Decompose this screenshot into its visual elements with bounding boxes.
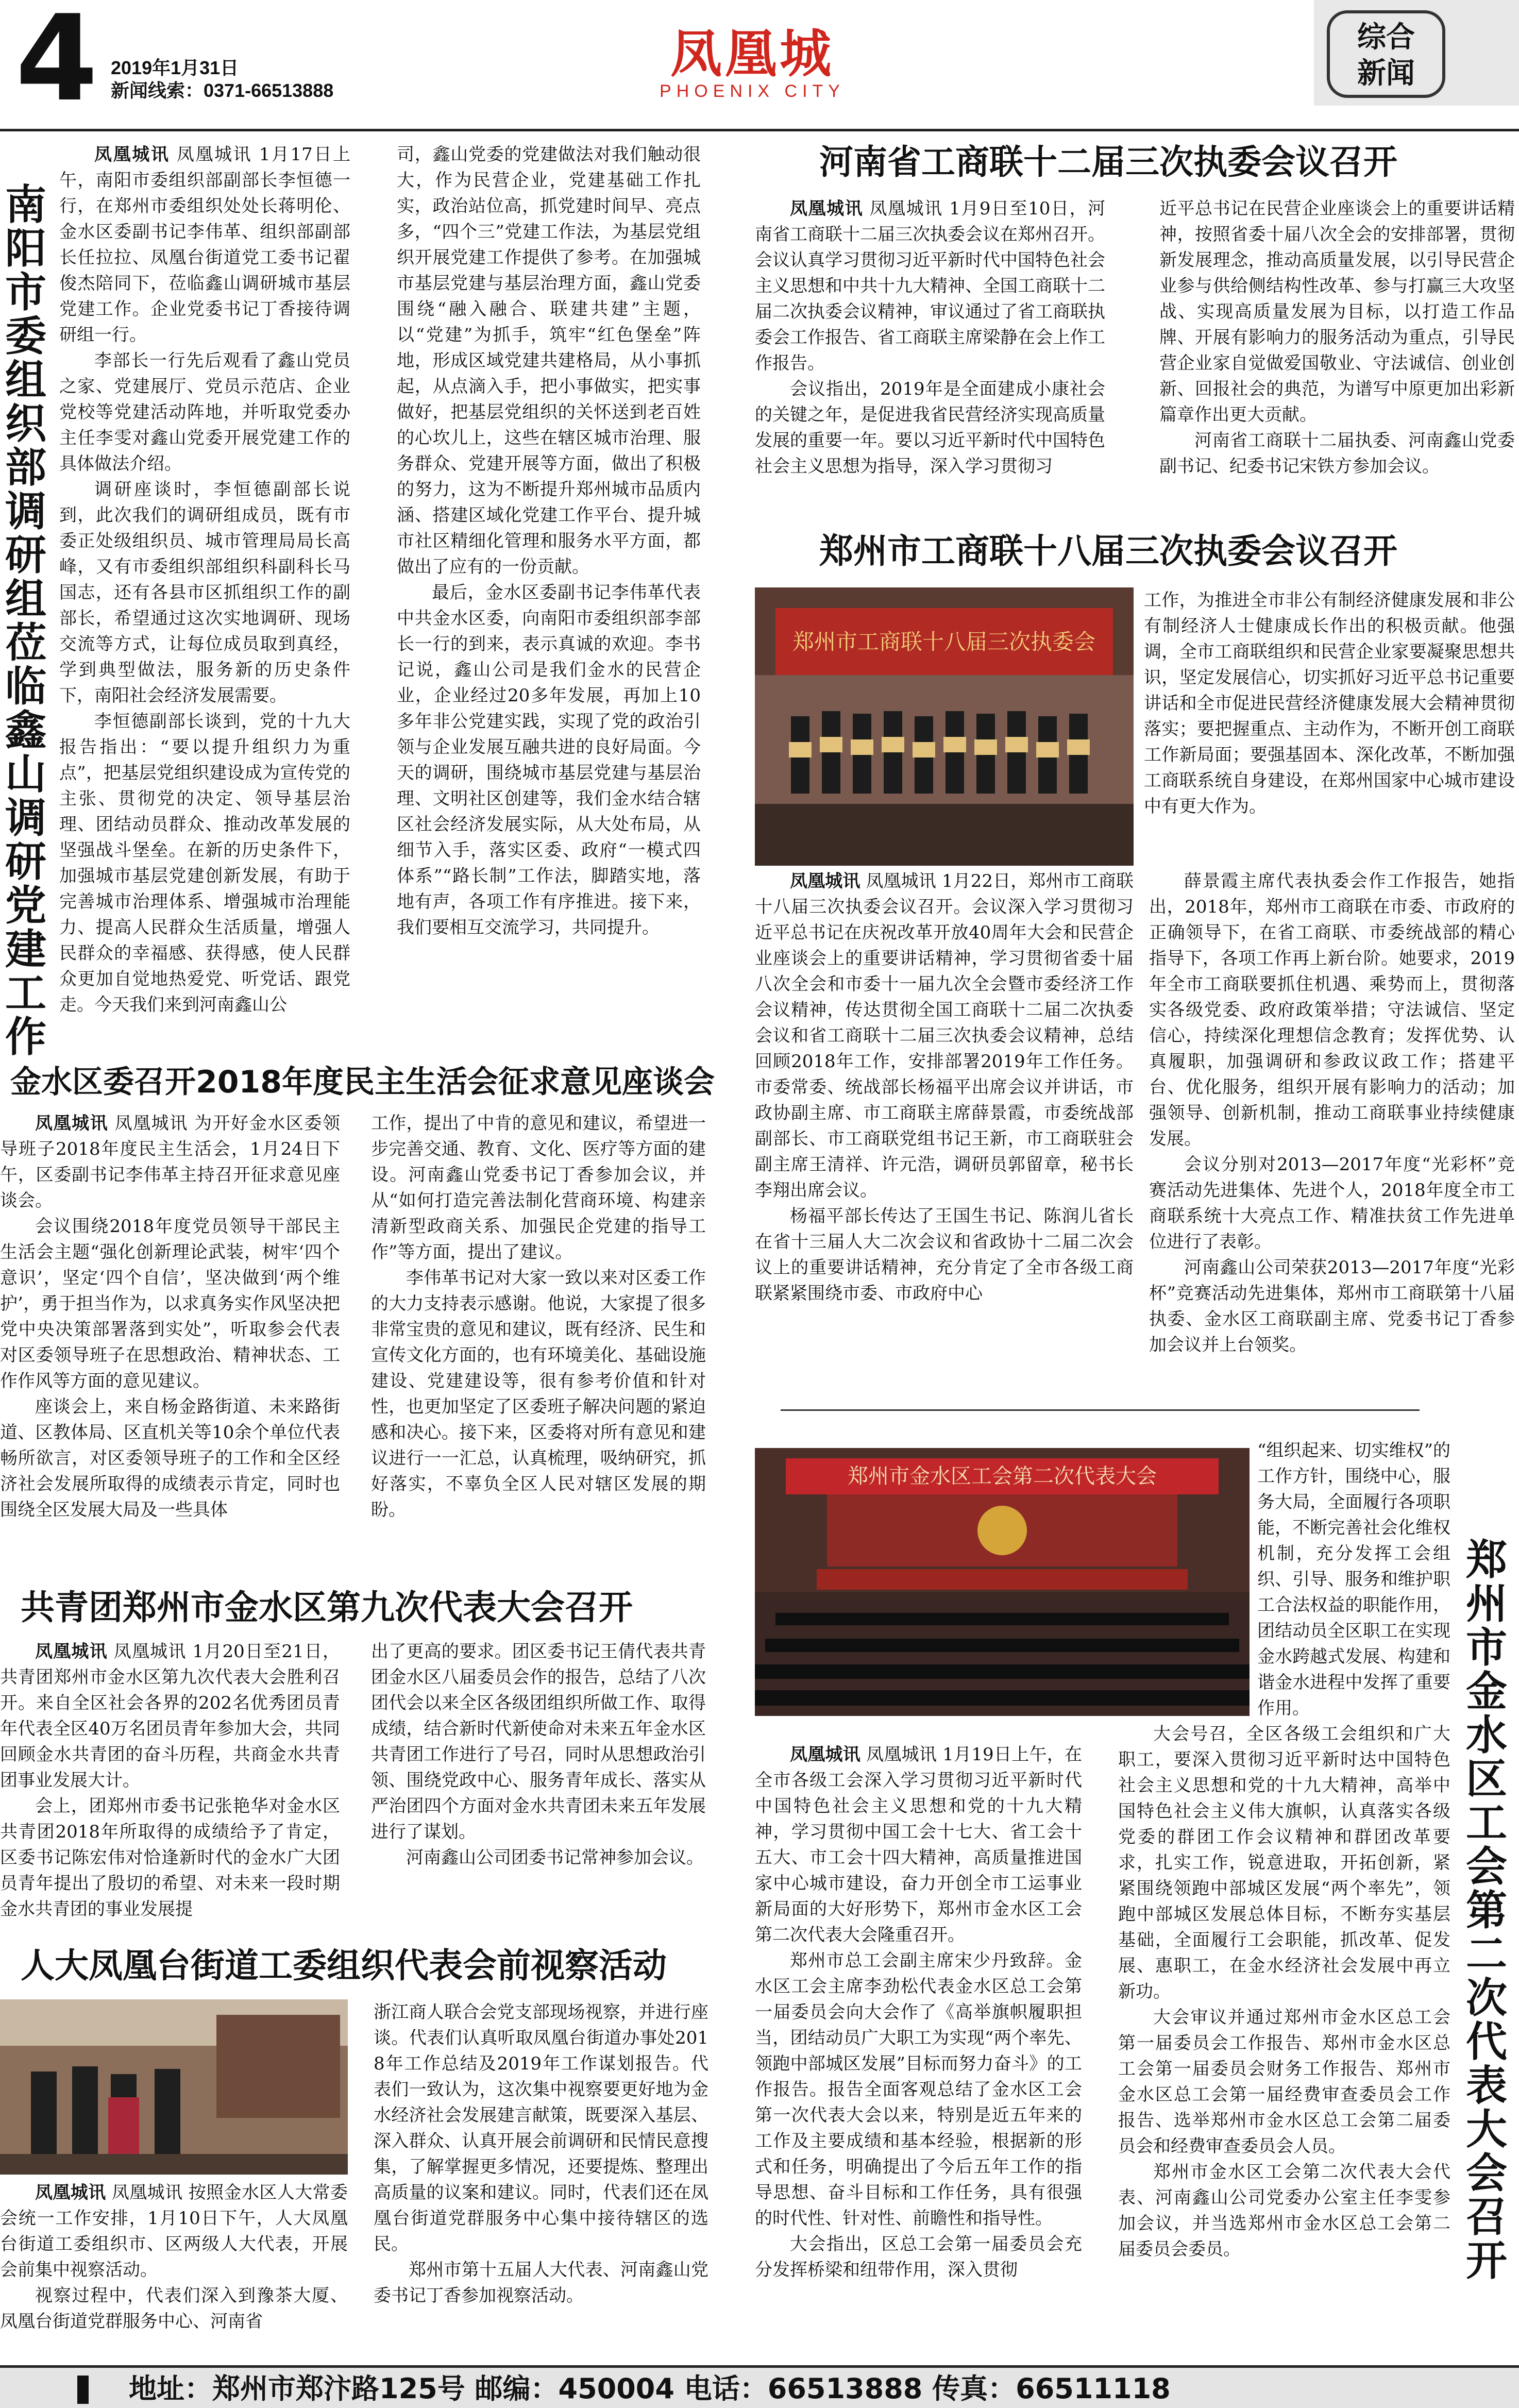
- paragraph: 会议围绕2018年度党员领导干部民主生活会主题“强化创新理论武装，树牢‘四个意识’，坚定‘四个自信’，坚决做到‘两个维护’，勇于担当作为，以求真务实作风坚决把党中央决策部署落到实处”，听取参会代表对区委领导班子在思想政治、精神状态、工作作风等方面的意见建议。: [0, 1216, 340, 1391]
- article-nanyang-col2: [397, 142, 701, 1028]
- newspaper-logo: [654, 26, 850, 100]
- union-congress-photo-art: [755, 1448, 1250, 1716]
- paragraph: 工作，为推进全市非公有制经济健康发展和非公有制经济人士健康成长作出的积极贡献。他强调，全市工商联组织和民营企业家要凝聚思想共识，坚定发展信心，切实抓好习近平总书记重要讲话和全市促进民营经济健康发展大会精神贯彻落实；要把握重点、主动作为，不断开创工商联工作新局面；要强基固本、深化改革，不断加强工商联系统自身建设，在郑州国家中心城市建设中有更大作为。: [1144, 590, 1515, 817]
- article-nanyang-col1: [59, 142, 350, 1028]
- article-title-youth-league: 共青团郑州市金水区第九次代表大会召开: [21, 1588, 633, 1627]
- paragraph: 李恒德副部长谈到，党的十九大报告指出：“要以提升组织力为重点”，把基层党组织建设成为宣传党的主张、贯彻党的决定、领导基层治理、团结动员群众、推动改革发展的坚强战斗堡垒。在新的历史条件下，加强城市基层党建创新发展，有助于完善城市治理体系、增强城市治理能力、提高人民群众生活质量，增强人民群众的幸福感、获得感，使人民群众更加自觉地热爱党、听党话、跟党走。今天我们来到河南鑫山公: [59, 711, 350, 1015]
- paragraph: 河南鑫山公司团委书记常神参加会议。: [406, 1847, 704, 1868]
- article-youth-league-col2: [371, 1639, 706, 1938]
- article-npc-col1: [0, 2180, 348, 2360]
- inspection-photo-art: [0, 1999, 348, 2175]
- meeting-photo-zz-fic-art: [755, 587, 1134, 866]
- column-divider: [781, 1409, 1420, 1411]
- article-youth-league-col1: [0, 1639, 340, 1938]
- article-henan-fic-col2: [1159, 196, 1515, 505]
- paragraph-text: 凤凰城讯 为开好金水区委领导班子2018年度民主生活会，1月24日下午，区委副书记李伟革主持召开征求意见座谈会。: [0, 1113, 340, 1211]
- article-title-jinshui-committee: 金水区委召开2018年度民主生活会征求意见座谈会: [10, 1064, 715, 1100]
- article-title-nanyang: 南阳市委组织部调研组莅临鑫山调研党建工作: [5, 181, 46, 1061]
- section-badge: [1327, 10, 1445, 98]
- article-title-npc-inspection: 人大凤凰台街道工委组织代表会前视察活动: [21, 1946, 667, 1985]
- paragraph: 凤凰城讯 凤凰城讯 1月9日至10日，河南省工商联十二届三次执委会议在郑州召开。会议认真学习贯彻习近平新时代中国特色社会主义思想和中共十九大精神、全国工商联十二届二次执委会议精神，审议通过了省工商联执委会工作报告、省工商联主席梁静在会上作工作报告。: [755, 198, 1105, 374]
- photo-banner-text: 郑州市工商联十八届三次执委会: [792, 629, 1096, 654]
- paragraph: 凤凰城讯 凤凰城讯 1月20日至21日，共青团郑州市金水区第九次代表大会胜利召开。来自全区社会各界的202名优秀团员青年代表全区40万名团员青年参加大会，共同回顾金水共青团的奋斗历程，共商金水共青团事业发展大计。: [0, 1641, 340, 1791]
- union-congress-photo: [755, 1448, 1250, 1716]
- paragraph: 会上，团郑州市委书记张艳华对金水区共青团2018年所取得的成绩给予了肯定，区委书记陈宏伟对恰逢新时代的金水广大团员青年提出了殷切的希望、对未来一段时期金水共青团的事业发展提: [0, 1796, 340, 1919]
- paragraph: 会议指出，2019年是全面建成小康社会的关键之年，是促进我省民营经济实现高质量发展的重要一年。要以习近平新时代中国特色社会主义思想为指导，深入学习贯彻习: [755, 379, 1105, 477]
- paragraph: 李部长一行先后观看了鑫山党员之家、党建展厅、党员示范店、企业党校等党建活动阵地，并听取党委办主任李雯对鑫山党委开展党建工作的具体做法介绍。: [59, 350, 350, 474]
- paragraph: 调研座谈时，李恒德副部长说到，此次我们的调研组成员，既有市委正处级组织员、城市管理局局长高峰，又有市委组织部组织科副科长马国志，还有各县市区抓组织工作的副部长，希望通过这次实地调研、现场交流等方式，让每位成员取到真经，学到典型做法，服务新的历史条件下，南阳社会经济发展需要。: [59, 479, 350, 706]
- news-hotline: 新闻线索：0371-66513888: [111, 80, 334, 101]
- issue-info: [111, 57, 333, 102]
- paragraph: 大会号召，全区各级工会组织和广大职工，要深入贯彻习近平新时达中国特色社会主义思想和党的十九大精神，高举中国特色社会主义伟大旗帜，认真落实各级党委的群团工作会议精神和群团改革要求，扎实工作，锐意进取，开拓创新，紧紧围绕领跑中部城区发展“两个率先”，领跑中部城区发展总体目标，不断夯实基层基础，全面履行工会职能，抓改革、促发展、惠职工，在金水经济社会发展中再立新功。: [1118, 1724, 1450, 2002]
- paragraph: 司，鑫山党委的党建做法对我们触动很大，作为民营企业，党建基础工作扎实，政治站位高，抓党建时间早、亮点多，“四个三”党建工作法，为基层党组织开展党建工作提供了参考。在加强城市基层党建与基层治理方面，鑫山党委围绕“融入融合、联建共建”主题，以“党建”为抓手，筑牢“红色堡垒”阵地，形成区域党建共建格局，从小事抓起，从点滴入手，把小事做实，把实事做好，把基层党组织的关怀送到老百姓的心坎儿上，这些在辖区城市治理、服务群众、党建开展等方面，做出了积极的努力，这为不断提升郑州城市品质内涵、搭建区域化党建工作平台、提升城市社区精细化管理和服务水平方面，都做出了应有的一份贡献。: [397, 144, 701, 577]
- inspection-photo: [0, 1999, 348, 2175]
- paragraph-text: 凤凰城讯 按照金水区人大常委会统一工作安排，1月10日下午，人大凤凰台街道工委组织市、区两级人大代表，开展会前集中视察活动。: [0, 2182, 348, 2280]
- section-line-1: 综合: [1357, 21, 1415, 54]
- issue-date: 2019年1月31日: [111, 57, 239, 78]
- article-union-col2: [1118, 1721, 1450, 2360]
- footer-marker: [77, 2376, 89, 2404]
- paragraph: 杨福平部长传达了王国生书记、陈润儿省长在省十三届人大二次会议和省政协十二届二次会议上的重要讲话精神，充分肯定了全市各级工商联紧紧围绕市委、市政府中心: [755, 1206, 1134, 1304]
- logo-english: PHOENIX CITY: [660, 81, 845, 101]
- paragraph: 郑州市总工会副主席宋少丹致辞。金水区工会主席李劲松代表金水区总工会第一届委员会向大会作了《高举旗帜履职担当，团结动员广大职工为实现“两个率先、领跑中部城区发展”目标而努力奋斗》的工作报告。报告全面客观总结了金水区工会第一次代表大会以来，特别是近五年来的工作及主要成绩和基本经验，根据新的形式和任务，明确提出了今后五年工作的指导思想、奋斗目标和工作任务，具有很强的时代性、针对性、前瞻性和指导性。: [755, 1950, 1082, 2229]
- paragraph: 凤凰城讯 凤凰城讯 为开好金水区委领导班子2018年度民主生活会，1月24日下午，区委副书记李伟革主持召开征求意见座谈会。: [0, 1113, 340, 1211]
- article-jinshui-committee-col2: [371, 1110, 706, 1559]
- article-zz-fic-col2: [1149, 868, 1515, 1378]
- paragraph-text: 凤凰城讯 1月20日至21日，共青团郑州市金水区第九次代表大会胜利召开。来自全区社会各界的202名优秀团员青年代表全区40万名团员青年参加大会，共同回顾金水共青团的奋斗历程，共商金水共青团事业发展大计。: [0, 1641, 340, 1791]
- paragraph: 浙江商人联合会党支部现场视察，并进行座谈。代表们认真听取凤凰台街道办事处2018年工作总结及2019年工作谋划报告。代表们一致认为，这次集中视察要更好地为金水经济社会发展建言献策，既要深入基层、深入群众、认真开展会前调研和民情民意搜集，了解掌握更多情况，还要提炼、整理出高质量的议案和建议。同时，代表们还在凤凰台街道党群服务中心集中接待辖区的选民。: [374, 2002, 708, 2254]
- footer-bar: [0, 2365, 1519, 2408]
- paragraph-text: 凤凰城讯 1月19日上午，在全市各级工会深入学习贯彻习近平新时代中国特色社会主义思想和党的十九大精神，学习贯彻中国工会十七大、省工会十五大、市工会十四大精神，高质量推进国家中心城市建设，奋力开创全市工运事业新局面的大好形势下，郑州市金水区工会第二次代表大会隆重召开。: [755, 1744, 1082, 1945]
- paragraph: 李伟革书记对大家一致以来对区委工作的大力支持表示感谢。他说，大家提了很多非常宝贵的意见和建议，既有经济、民生和宣传文化方面的，也有环境美化、基础设施建设、党建建设等，很有参考价值和针对性，也更加坚定了区委班子解决问题的紧迫感和决心。接下来，区委将对所有意见和建议进行一一汇总，认真梳理，吸纳研究，抓好落实，不辜负全区人民对辖区发展的期盼。: [371, 1268, 706, 1520]
- paragraph-text: 凤凰城讯 1月9日至10日，河南省工商联十二届三次执委会议在郑州召开。会议认真学习贯彻习近平新时代中国特色社会主义思想和中共十九大精神、全国工商联十二届二次执委会议精神，审议通过了省工商联执委会工作报告、省工商联主席梁静在会上作工作报告。: [755, 198, 1105, 374]
- meeting-photo-zz-fic: [755, 587, 1134, 866]
- section-line-2: 新闻: [1357, 57, 1415, 90]
- paragraph: 大会指出，区总工会第一届委员会充分发挥桥梁和纽带作用，深入贯彻: [755, 2234, 1082, 2280]
- article-henan-fic-col1: [755, 196, 1105, 505]
- paragraph-text: 凤凰城讯 1月17日上午，南阳市委组织部副部长李恒德一行，在郑州市委组织处处长蒋明伦、金水区委副书记李伟革、组织部副部长任拉拉、凤凰台街道党工委书记翟俊杰陪同下，莅临鑫山调研城市基层党建工作。企业党委书记丁香接待调研组一行。: [59, 144, 350, 345]
- paragraph: 薛景霞主席代表执委会作工作报告，她指出，2018年，郑州市工商联在市委、市政府的正确领导下，在省工商联、市委统战部的精心指导下，各项工作再上新台阶。她要求，2019年全市工商联要抓住机遇、乘势而上，贯彻落实各级党委、政府政策举措；守法诚信、坚定信心，持续深化理想信念教育；发挥优势、认真履职，加强调研和参政议政工作；搭建平台、优化服务，组织开展有影响力的活动；加强领导、创新机制，推动工商联事业持续健康发展。: [1149, 871, 1515, 1149]
- paragraph: 最后，金水区委副书记李伟革代表中共金水区委，向南阳市委组织部李部长一行的到来，表示真诚的欢迎。李书记说，鑫山公司是我们金水的民营企业，企业经过20多年发展，再加上10多年非公党建实践，实现了党的政治引领与企业发展互融共进的良好局面。今天的调研，围绕城市基层党建与基层治理、文明社区创建等，我们金水结合辖区社会经济发展实际，从大处布局，从细节入手，落实区委、政府“一模式四体系”“路长制”工作法，脚踏实地，落地有声，各项工作有序推进。接下来，我们要相互交流学习，共同提升。: [397, 582, 701, 938]
- logo-chinese: 凤凰城: [670, 24, 834, 84]
- paragraph: 大会审议并通过郑州市金水区总工会第一届委员会工作报告、郑州市金水区总工会第一届委员会财务工作报告、郑州市金水区总工会第一届经费审查委员会工作报告、选举郑州市金水区总工会第二届委员会和经费审查委员会人员。: [1118, 2007, 1450, 2157]
- article-zz-fic-col1: [755, 868, 1134, 1378]
- article-title-zz-fic: 郑州市工商联十八届三次执委会议召开: [819, 531, 1397, 571]
- paragraph: 凤凰城讯 凤凰城讯 按照金水区人大常委会统一工作安排，1月10日下午，人大凤凰台街道工委组织市、区两级人大代表，开展会前集中视察活动。: [0, 2182, 348, 2280]
- section-label: [1314, 0, 1519, 106]
- paragraph: 出了更高的要求。团区委书记王倩代表共青团金水区八届委员会作的报告，总结了八次团代会以来全区各级团组织所做工作、取得成绩，结合新时代新使命对未来五年金水区共青团工作进行了号召，同时从思想政治引领、围绕党政中心、服务青年成长、落实从严治团四个方面对金水共青团未来五年发展进行了谋划。: [371, 1641, 706, 1842]
- paragraph: 河南鑫山公司荣获2013—2017年度“光彩杯”竞赛活动先进集体，郑州市工商联第十八届执委、金水区工商联副主席、党委书记丁香参加会议并上台领奖。: [1149, 1257, 1515, 1355]
- paragraph: 河南省工商联十二届执委、河南鑫山党委副书记、纪委书记宋铁方参加会议。: [1159, 430, 1515, 477]
- article-title-henan-fic: 河南省工商联十二届三次执委会议召开: [819, 142, 1397, 182]
- paragraph: 凤凰城讯 凤凰城讯 1月17日上午，南阳市委组织部副部长李恒德一行，在郑州市委组织处处长蒋明伦、金水区委副书记李伟革、组织部副部长任拉拉、凤凰台街道党工委书记翟俊杰陪同下，莅临鑫山调研城市基层党建工作。企业党委书记丁香接待调研组一行。: [59, 144, 350, 345]
- paragraph: 凤凰城讯 凤凰城讯 1月19日上午，在全市各级工会深入学习贯彻习近平新时代中国特色社会主义思想和党的十九大精神，学习贯彻中国工会十七大、省工会十五大、市工会十四大精神，高质量推进国家中心城市建设，奋力开创全市工运事业新局面的大好形势下，郑州市金水区工会第二次代表大会隆重召开。: [755, 1744, 1082, 1945]
- paragraph: 近平总书记在民营企业座谈会上的重要讲话精神，按照省委十届八次全会的安排部署，贯彻新发展理念，推动高质量发展，以引导民营企业参与供给侧结构性改革、参与打赢三大攻坚战、实现高质量发展为目标，以打造工作品牌、开展有影响力的服务活动为重点，引导民营企业家自觉做爱国敬业、守法诚信、创业创新、回报社会的典范，为谱写中原更加出彩新篇章作出更大贡献。: [1159, 198, 1515, 425]
- footer-contact: 地址：郑州市郑汴路125号 邮编：450004 电话：66513888 传真：66511118: [129, 2372, 1171, 2405]
- article-zz-fic-right-top: [1144, 587, 1515, 866]
- paragraph: 凤凰城讯 凤凰城讯 1月22日，郑州市工商联十八届三次执委会议召开。会议深入学习贯彻习近平总书记在庆祝改革开放40周年大会和民营企业座谈会上的重要讲话精神，学习贯彻省委十届八次全会和市委十一届九次全会暨市委经济工作会议精神，传达贯彻全国工商联十二届二次执委会议和省工商联十二届三次执委会议精神，总结回顾2018年工作，安排部署2019年工作任务。市委常委、统战部长杨福平出席会议并讲话，市政协副主席、市工商联主席薛景霞，市委统战部副部长、市工商联党组书记王新，市工商联驻会副主席王清祥、许元浩，调研员郭留章，秘书长李翔出席会议。: [755, 871, 1134, 1201]
- article-union-col1: [755, 1742, 1082, 2360]
- paragraph: 工作，提出了中肯的意见和建议，希望进一步完善交通、教育、文化、医疗等方面的建设。河南鑫山党委书记丁香参加会议，并从“如何打造完善法制化营商环境、构建亲清新型政商关系、加强民企党建的指导工作”等方面，提出了建议。: [371, 1113, 706, 1262]
- paragraph-text: 凤凰城讯 1月22日，郑州市工商联十八届三次执委会议召开。会议深入学习贯彻习近平总书记在庆祝改革开放40周年大会和民营企业座谈会上的重要讲话精神，学习贯彻省委十届八次全会和市委十一届九次全会暨市委经济工作会议精神，传达贯彻全国工商联十二届二次执委会议和省工商联十二届三次执委会议精神，总结回顾2018年工作，安排部署2019年工作任务。市委常委、统战部长杨福平出席会议并讲话，市政协副主席、市工商联主席薛景霞，市委统战部副部长、市工商联党组书记王新，市工商联驻会副主席王清祥、许元浩，调研员郭留章，秘书长李翔出席会议。: [755, 871, 1134, 1201]
- article-union-beside-photo: [1257, 1438, 1450, 1726]
- article-npc-col2: [374, 1999, 708, 2360]
- article-jinshui-committee-col1: [0, 1110, 340, 1559]
- paragraph: 座谈会上，来自杨金路街道、未来路街道、区教体局、区直机关等10余个单位代表畅所欲言，对区委领导班子的工作和全区经济社会发展所取得的成绩表示肯定，同时也围绕全区发展大局及一些具体: [0, 1396, 340, 1520]
- page-number: 4: [15, 0, 98, 128]
- paragraph: 会议分别对2013—2017年度“光彩杯”竞赛活动先进集体、先进个人，2018年度全市工商联系统十大亮点工作、精准扶贫工作先进单位进行了表彰。: [1149, 1154, 1515, 1252]
- paragraph: 视察过程中，代表们深入到豫茶大厦、凤凰台街道党群服务中心、河南省: [0, 2285, 348, 2332]
- photo-banner-text: 郑州市金水区工会第二次代表大会: [848, 1464, 1157, 1488]
- article-title-union-congress: 郑州市金水区工会第二次代表大会召开: [1466, 1536, 1507, 2285]
- paragraph: “组织起来、切实维权”的工作方针，围绕中心，服务大局，全面履行各项职能，不断完善社会化维权机制，充分发挥工会组织、引导、服务和维护职工合法权益的职能作用，团结动员全区职工在实现金水跨越式发展、构建和谐金水进程中发挥了重要作用。: [1257, 1440, 1450, 1719]
- paragraph: 郑州市第十五届人大代表、河南鑫山党委书记丁香参加视察活动。: [374, 2260, 708, 2306]
- masthead-rule: [0, 129, 1519, 131]
- paragraph: 郑州市金水区工会第二次代表大会代表、河南鑫山公司党委办公室主任李雯参加会议，并当选郑州市金水区总工会第二届委员会委员。: [1118, 2162, 1450, 2260]
